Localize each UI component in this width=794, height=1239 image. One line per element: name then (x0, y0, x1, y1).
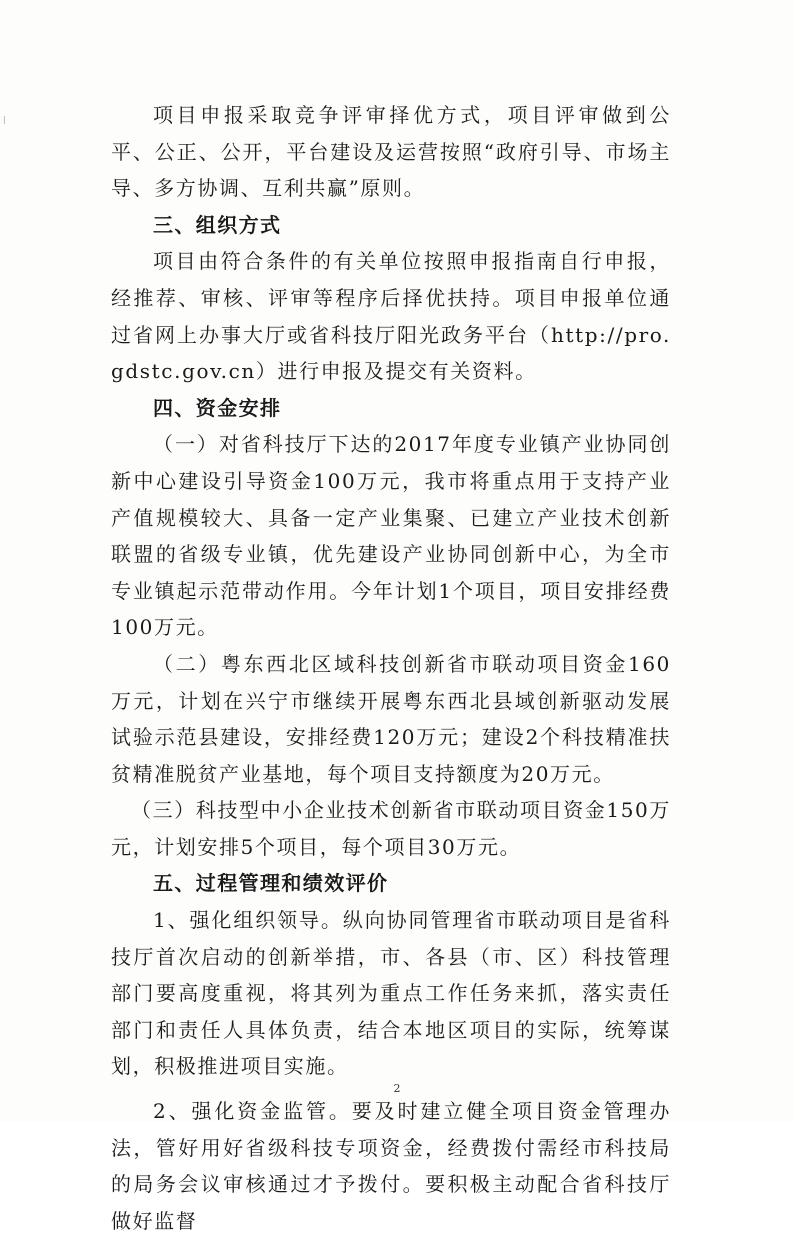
paragraph-management-item-2: 2、强化资金监管。要及时建立健全项目资金管理办法，管好用好省级科技专项资金，经费拨付需经市科技局的局务会议审核通过才予拨付。要积极主动配合省科技厅做好监督 (111, 1099, 671, 1233)
paragraph-organization-method: 项目由符合条件的有关单位按照申报指南自行申报，经推荐、审核、评审等程序后择优扶持。项目申报单位通过省网上办事大厅或省科技厅阳光政务平台（http://pro.gdstc.gov.cn）进行申报及提交有关资料。 (111, 249, 671, 384)
paragraph-management-item-1: 1、强化组织领导。纵向协同管理省市联动项目是省科技厅首次启动的创新举措，市、各县（市、区）科技管理部门要高度重视，将其列为重点工作任务来抓，落实责任部门和责任人具体负责，结合本地区项目的实际，统筹谋划，积极推进项目实施。 (111, 908, 671, 1079)
paragraph-funding-item-1: （一）对省科技厅下达的2017年度专业镇产业协同创新中心建设引导资金100万元，我市将重点用于支持产业产值规模较大、具备一定产业集聚、已建立产业技术创新联盟的省级专业镇，优先建设产业协同创新中心，为全市专业镇起示范带动作用。今年计划1个项目，项目安排经费100万元。 (111, 432, 671, 640)
paragraph-evaluation-principle: 项目申报采取竞争评审择优方式，项目评审做到公平、公正、公开，平台建设及运营按照“政府引导、市场主导、多方协调、互利共赢”原则。 (111, 103, 671, 201)
margin-mark (4, 116, 8, 124)
heading-funding-arrangement: 四、资金安排 (153, 395, 282, 420)
heading-process-management: 五、过程管理和绩效评价 (153, 871, 389, 896)
paragraph-funding-item-2: （二）粤东西北区域科技创新省市联动项目资金160万元，计划在兴宁市继续开展粤东西北县域创新驱动发展试验示范县建设，安排经费120万元；建设2个科技精准扶贫精准脱贫产业基地，每个项目支持额度为20万元。 (111, 651, 671, 786)
page-number: 2 (393, 1082, 401, 1095)
document-body (111, 97, 671, 1239)
paragraph-funding-item-3: （三）科技型中小企业技术创新省市联动项目资金150万元，计划安排5个项目，每个项目30万元。 (111, 798, 671, 859)
heading-organization-method: 三、组织方式 (153, 212, 282, 237)
